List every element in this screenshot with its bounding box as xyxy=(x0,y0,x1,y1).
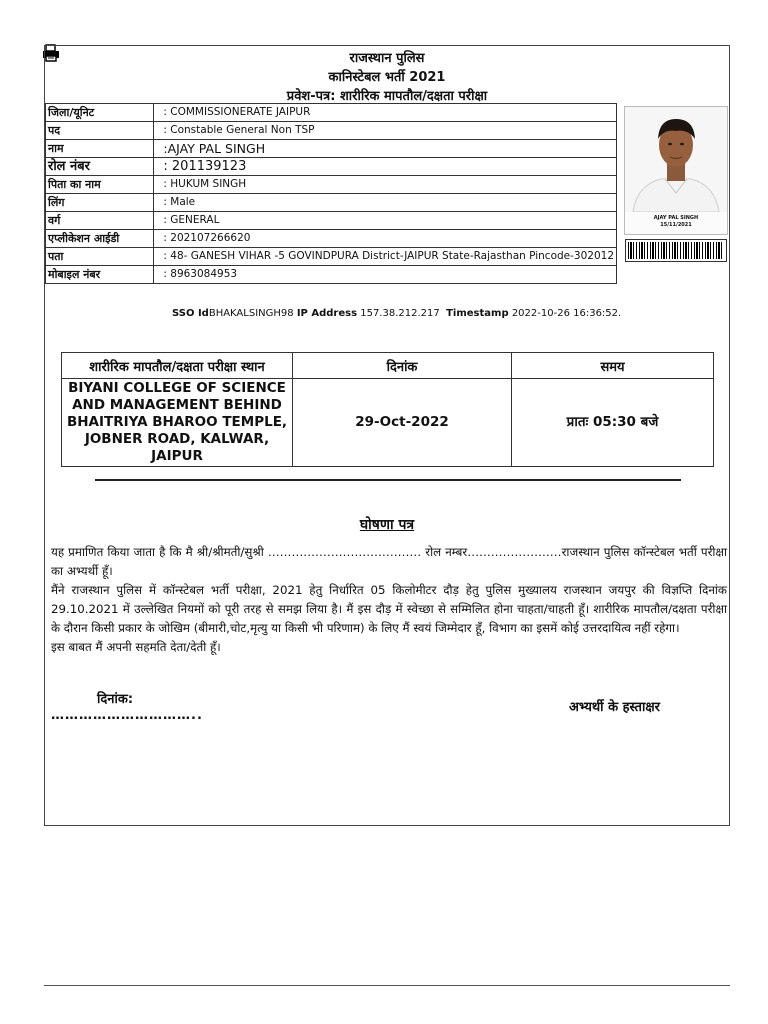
photo-caption-date: 15/11/2021 xyxy=(660,222,692,228)
venue-header-time: समय xyxy=(512,353,714,379)
info-label: पद xyxy=(46,122,154,140)
info-label: वर्ग xyxy=(46,212,154,230)
info-value: : 48- GANESH VIHAR -5 GOVINDPURA District-JAIPUR State-Rajasthan Pincode-302012 xyxy=(154,248,617,266)
admit-card xyxy=(44,45,730,826)
candidate-signature-label: अभ्यर्थी के हस्ताक्षर xyxy=(569,700,660,715)
timestamp-label: Timestamp xyxy=(446,308,509,319)
venue-table xyxy=(61,352,714,467)
photo-caption xyxy=(625,215,727,229)
candidate-portrait-icon xyxy=(625,107,727,212)
page-footer-divider xyxy=(44,985,730,986)
ip-address-label: IP Address xyxy=(296,308,358,319)
info-value: : Male xyxy=(154,194,617,212)
barcode-bars-icon xyxy=(628,242,724,259)
declaration-para-2: मैंने राजस्थान पुलिस में कॉन्स्टेबल भर्ती परीक्षा, 2021 हेतु निर्धारित 05 किलोमीटर दौड़ हेतु पुलिस मुख्यालय राजस्थान जयपुर की विज्ञप्ति दिनांक 29.10.2021 में उल्लेखित नियमों को पूरी तरह से समझ लिया है। मैं इस दौड़ में स्वेच्छा से सम्मिलित होना चाहता/चाहती हूँ। शारीरिक मापतौल/दक्षता परीक्षा के दौरान किसी प्रकार के जोखिम (बीमारी,चोट,मृत्यु या किसी भी परिणाम) के लिए मैं स्वयं जिम्मेदार हूँ, विभाग का इसमें कोई उत्तरदायित्व नहीं रहेगा। xyxy=(51,583,727,635)
info-label: नाम xyxy=(46,140,154,158)
ip-address-value: 157.38.212.217 xyxy=(360,308,440,319)
info-row-post xyxy=(46,122,617,140)
barcode xyxy=(625,239,727,262)
declaration-date-dots: ………………………….. xyxy=(51,708,203,723)
candidate-photo xyxy=(624,106,728,235)
venue-row xyxy=(62,379,714,467)
info-row-gender xyxy=(46,194,617,212)
header-subtitle: कानिस्टेबल भर्ती 2021 xyxy=(328,70,446,85)
info-row-mobile xyxy=(46,266,617,284)
venue-date: 29-Oct-2022 xyxy=(293,379,512,467)
info-value: : GENERAL xyxy=(154,212,617,230)
venue-place: BIYANI COLLEGE OF SCIENCE AND MANAGEMENT BEHIND BHAITRIYA BHAROO TEMPLE, JOBNER ROAD, KALWAR, JAIPUR xyxy=(62,379,293,467)
info-row-district xyxy=(46,104,617,122)
sso-id-value: BHAKALSINGH98 xyxy=(208,308,294,319)
info-label: पिता का नाम xyxy=(46,176,154,194)
header-title: राजस्थान पुलिस xyxy=(349,51,425,66)
info-value: : 201139123 xyxy=(154,158,617,176)
venue-header-row xyxy=(62,353,714,379)
info-row-father-name xyxy=(46,176,617,194)
info-value: : HUKUM SINGH xyxy=(154,176,617,194)
info-value: : 202107266620 xyxy=(154,230,617,248)
info-value: : Constable General Non TSP xyxy=(154,122,617,140)
info-value: :AJAY PAL SINGH xyxy=(154,140,617,158)
declaration-title: घोषणा पत्र xyxy=(359,517,415,533)
info-value: : 8963084953 xyxy=(154,266,617,284)
info-row-roll-number xyxy=(46,158,617,176)
venue-header-place: शारीरिक मापतौल/दक्षता परीक्षा स्थान xyxy=(62,353,293,379)
divider xyxy=(95,479,681,481)
info-value: : COMMISSIONERATE JAIPUR xyxy=(154,104,617,122)
info-label: लिंग xyxy=(46,194,154,212)
candidate-info-table xyxy=(45,103,617,284)
info-label: जिला/यूनिट xyxy=(46,104,154,122)
info-label: मोबाइल नंबर xyxy=(46,266,154,284)
sso-line xyxy=(172,308,621,319)
declaration-body xyxy=(51,543,727,657)
declaration-para-1: यह प्रमाणित किया जाता है कि मै श्री/श्रीमती/सुश्री ………………………………… रोल नम्बर……………………राजस्थान पुलिस कॉन्स्टेबल भर्ती परीक्षा का अभ्यर्थी हूँ। xyxy=(51,545,727,578)
sso-id-label: SSO Id xyxy=(172,308,209,319)
info-row-application-id xyxy=(46,230,617,248)
venue-time: प्रातः 05:30 बजे xyxy=(512,379,714,467)
declaration-date-label: दिनांक: xyxy=(97,692,134,707)
info-label: एप्लीकेशन आईडी xyxy=(46,230,154,248)
info-label: पता xyxy=(46,248,154,266)
info-row-category xyxy=(46,212,617,230)
header-admit-card-title: प्रवेश-पत्र: शारीरिक मापतौल/दक्षता परीक्षा xyxy=(286,89,488,104)
photo-caption-name: AJAY PAL SINGH xyxy=(653,215,699,221)
timestamp-value: 2022-10-26 16:36:52. xyxy=(511,308,622,319)
info-label: रोल नंबर xyxy=(46,158,154,176)
info-row-address xyxy=(46,248,617,266)
info-row-name xyxy=(46,140,617,158)
declaration-para-3: इस बाबत मैं अपनी सहमति देता/देती हूँ। xyxy=(51,640,221,654)
venue-header-date: दिनांक xyxy=(293,353,512,379)
